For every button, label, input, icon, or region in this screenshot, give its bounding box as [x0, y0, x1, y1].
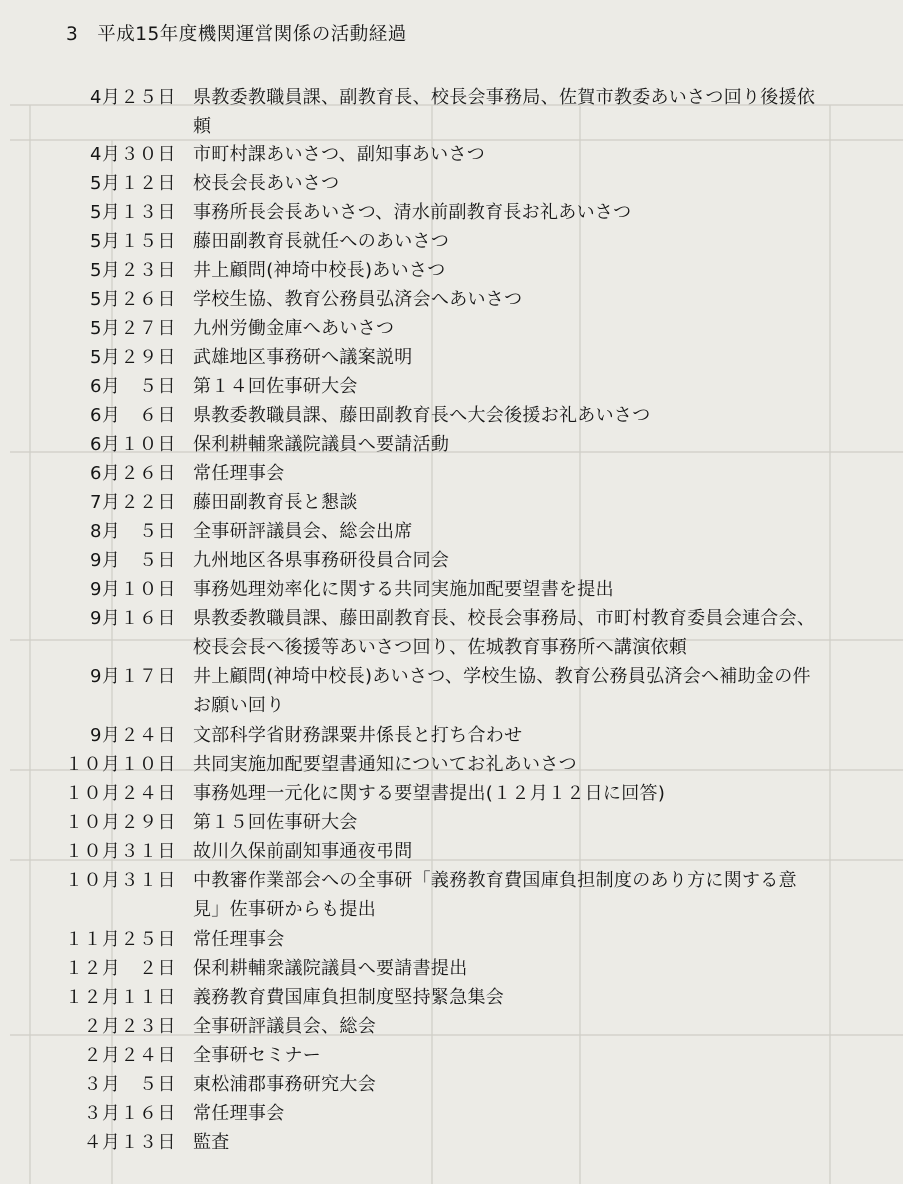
entry-date: １０月１０日	[65, 754, 176, 775]
entry-description: 武雄地区事務研へ議案説明	[193, 347, 413, 368]
entry-date: 4月２５日	[90, 87, 176, 108]
entry-description-line: 中教審作業部会への全事研「義務教育費国庫負担制度のあり方に関する意	[193, 870, 797, 891]
entry-description: 常任理事会	[193, 929, 285, 950]
entry-description: 市町村課あいさつ、副知事あいさつ	[193, 144, 486, 165]
entry-description-line: 井上顧問(神埼中校長)あいさつ、学校生協、教育公務員弘済会へ補助金の件	[193, 666, 811, 687]
entry-date: 9月２４日	[90, 725, 176, 746]
entry-date: 5月１２日	[90, 173, 176, 194]
entry-description: 九州労働金庫へあいさつ	[193, 318, 395, 339]
entry-description: 藤田副教育長就任へのあいさつ	[193, 231, 450, 252]
entry-description: 東松浦郡事務研究大会	[193, 1074, 376, 1095]
entry-date: 9月１０日	[90, 579, 176, 600]
entry-description-line: 頼	[193, 116, 212, 137]
entry-date: １１月２５日	[65, 929, 176, 950]
entry-description: 全事研セミナー	[193, 1045, 322, 1066]
entry-date: 5月２６日	[90, 289, 176, 310]
entry-description: 県教委教職員課、藤田副教育長へ大会後援お礼あいさつ	[193, 405, 651, 426]
entry-date: 8月 ５日	[90, 521, 176, 542]
entry-date: １０月３１日	[65, 841, 176, 862]
entry-description: 常任理事会	[193, 463, 285, 484]
section-title: 3 平成15年度機関運営関係の活動経過	[66, 24, 407, 45]
entry-description: 保利耕輔衆議院議員へ要請活動	[193, 434, 450, 455]
entry-date: 5月２３日	[90, 260, 176, 281]
entry-description: 監査	[193, 1132, 230, 1153]
entry-description: 義務教育費国庫負担制度堅持緊急集会	[193, 987, 505, 1008]
entry-description	[193, 866, 833, 924]
entry-date: 9月１６日	[90, 608, 176, 629]
entry-description: 井上顧問(神埼中校長)あいさつ	[193, 260, 446, 281]
entry-description-line: 県教委教職員課、副教育長、校長会事務局、佐賀市教委あいさつ回り後援依	[193, 87, 816, 108]
entry-description: 藤田副教育長と懇談	[193, 492, 358, 513]
entry-description	[193, 662, 833, 720]
entry-date: 5月１３日	[90, 202, 176, 223]
entry-date: 6月１０日	[90, 434, 176, 455]
entry-description: 九州地区各県事務研役員合同会	[193, 550, 450, 571]
entry-description: 第１４回佐事研大会	[193, 376, 358, 397]
entry-description: 事務処理効率化に関する共同実施加配要望書を提出	[193, 579, 614, 600]
entry-date: １０月２４日	[65, 783, 176, 804]
entry-date: 7月２２日	[90, 492, 176, 513]
entry-date: 9月 ５日	[90, 550, 176, 571]
entry-description: 全事研評議員会、総会出席	[193, 521, 413, 542]
entry-description-line: お願い回り	[193, 695, 285, 716]
entry-date: ３月１６日	[83, 1103, 176, 1124]
entry-date: ４月１３日	[83, 1132, 176, 1153]
entry-description-line: 見」佐事研からも提出	[193, 899, 376, 920]
entry-description: 保利耕輔衆議院議員へ要請書提出	[193, 958, 468, 979]
entry-description: 常任理事会	[193, 1103, 285, 1124]
entry-description: 共同実施加配要望書通知についてお礼あいさつ	[193, 754, 577, 775]
entry-description	[193, 604, 833, 662]
entry-date: 4月３０日	[90, 144, 176, 165]
entry-date: 6月 ５日	[90, 376, 176, 397]
entry-date: １０月３１日	[65, 870, 176, 891]
entry-date: ２月２４日	[83, 1045, 176, 1066]
entry-date: 9月１７日	[90, 666, 176, 687]
entry-date: 5月２９日	[90, 347, 176, 368]
entry-description-line: 校長会長へ後援等あいさつ回り、佐城教育事務所へ講演依頼	[193, 637, 688, 658]
entry-description: 文部科学省財務課粟井係長と打ち合わせ	[193, 725, 523, 746]
entry-date: 5月２７日	[90, 318, 176, 339]
entry-description: 第１５回佐事研大会	[193, 812, 358, 833]
entry-description: 故川久保前副知事通夜弔問	[193, 841, 413, 862]
entry-date: 6月２６日	[90, 463, 176, 484]
entry-description: 事務処理一元化に関する要望書提出(１２月１２日に回答)	[193, 783, 666, 804]
entry-date: ３月 ５日	[83, 1074, 176, 1095]
entry-date: １２月 ２日	[65, 958, 176, 979]
entry-date: １０月２９日	[65, 812, 176, 833]
entry-date: 5月１５日	[90, 231, 176, 252]
entry-description: 事務所長会長あいさつ、清水前副教育長お礼あいさつ	[193, 202, 632, 223]
entry-description: 全事研評議員会、総会	[193, 1016, 376, 1037]
entry-date: １２月１１日	[65, 987, 176, 1008]
entry-date: 6月 ６日	[90, 405, 176, 426]
entry-date: ２月２３日	[83, 1016, 176, 1037]
entry-description: 校長会長あいさつ	[193, 173, 340, 194]
entry-description	[193, 83, 833, 141]
entry-description-line: 県教委教職員課、藤田副教育長、校長会事務局、市町村教育委員会連合会、	[193, 608, 816, 629]
entry-description: 学校生協、教育公務員弘済会へあいさつ	[193, 289, 523, 310]
